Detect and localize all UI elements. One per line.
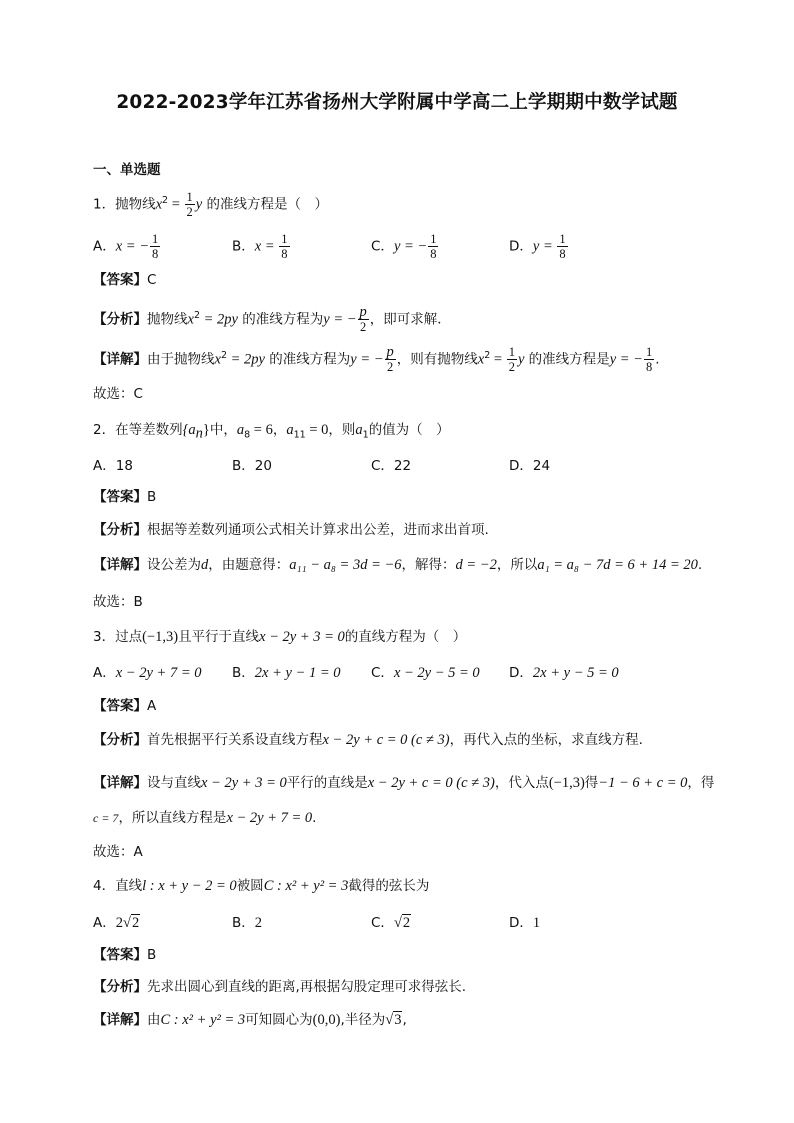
question-1-analysis: 【分析】抛物线$x^2 = 2py$ 的准线方程为y = − $\frac{p}{2}$ ，即可求解． [93,304,451,334]
question-3-answer: 【答案】A [93,698,157,714]
option-a: A．18 [93,458,133,474]
option-b: B．20 [232,458,272,474]
option-c: C．y = − $\frac{1}{8}$ [371,232,437,261]
option-a: A．2√2 [93,915,140,931]
question-4-analysis: 【分析】先求出圆心到直线的距离,再根据勾股定理可求得弦长. [93,979,467,995]
option-a: A．x − 2y + 7 = 0 [93,665,202,681]
question-1-answer: 【答案】C [93,272,157,288]
option-c: C．x − 2y − 5 = 0 [371,665,480,681]
option-b: B．2 [232,915,263,931]
question-1-stem: 1．抛物线$x^2$ = $\frac{1}{2}$ y 的准线方程是（ ） [93,190,328,219]
option-c: C．22 [371,458,412,474]
question-1-choose: 故选：C [93,386,143,402]
question-2-choose: 故选：B [93,594,143,610]
question-3-options [93,662,733,684]
question-4-answer: 【答案】B [93,947,157,963]
question-3-choose: 故选：A [93,844,143,860]
question-1-detail: 【详解】由于抛物线$x^2 = 2py$ 的准线方程为y = − $\frac{p}{2}$ ，则有抛物线$x^2$ = $\frac{1}{2}$ y 的准线方程是y = − $\frac{1}{8}$ . [93,344,660,374]
question-1-options [93,232,733,261]
question-2-answer: 【答案】B [93,489,157,505]
question-3-stem: 3．过点(−1,3)且平行于直线x − 2y + 3 = 0的直线方程为（ ） [93,629,467,645]
page-title: 2022-2023学年江苏省扬州大学附属中学高二上学期期中数学试题 [116,92,678,113]
question-4-options [93,912,733,934]
question-3-detail-continued: c = 7，所以直线方程是x − 2y + 7 = 0. [93,810,317,826]
question-4-detail: 【详解】由C : x² + y² = 3可知圆心为(0,0),半径为√3, [93,1012,407,1028]
question-3-detail: 【详解】设与直线x − 2y + 3 = 0平行的直线是x − 2y + c = 0 (c ≠ 3)，代入点(−1,3)得−1 − 6 + c = 0，得 [93,775,715,791]
option-b: B．x = $\frac{1}{8}$ [232,232,288,261]
option-d: D．24 [509,458,551,474]
section-heading: 一、单选题 [93,162,161,178]
question-2-options [93,455,733,477]
question-3-analysis: 【分析】首先根据平行关系设直线方程x − 2y + c = 0 (c ≠ 3)，再代入点的坐标，求直线方程. [93,732,643,748]
option-d: D．1 [509,915,541,931]
option-b: B．2x + y − 1 = 0 [232,665,341,681]
question-2-detail: 【详解】设公差为d，由题意得：a₁₁ − a₈ = 3d = −6，解得：d = −2，所以a₁ = a₈ − 7d = 6 + 14 = 20. [93,557,703,573]
question-2-stem: 2．在等差数列$\{a_n\}$中，$a_8 = 6$，$a_{11} = 0$，则$a_1$的值为（ ） [93,422,450,442]
question-2-analysis: 【分析】根据等差数列通项公式相关计算求出公差，进而求出首项. [93,522,489,538]
option-d: D．2x + y − 5 = 0 [509,665,619,681]
option-d: D．y = $\frac{1}{8}$ [509,232,566,261]
option-c: C．√2 [371,915,411,931]
option-a: A．x = − $\frac{1}{8}$ [93,232,159,261]
question-4-stem: 4．直线l : x + y − 2 = 0被圆C : x² + y² = 3截得的弦长为 [93,878,430,894]
